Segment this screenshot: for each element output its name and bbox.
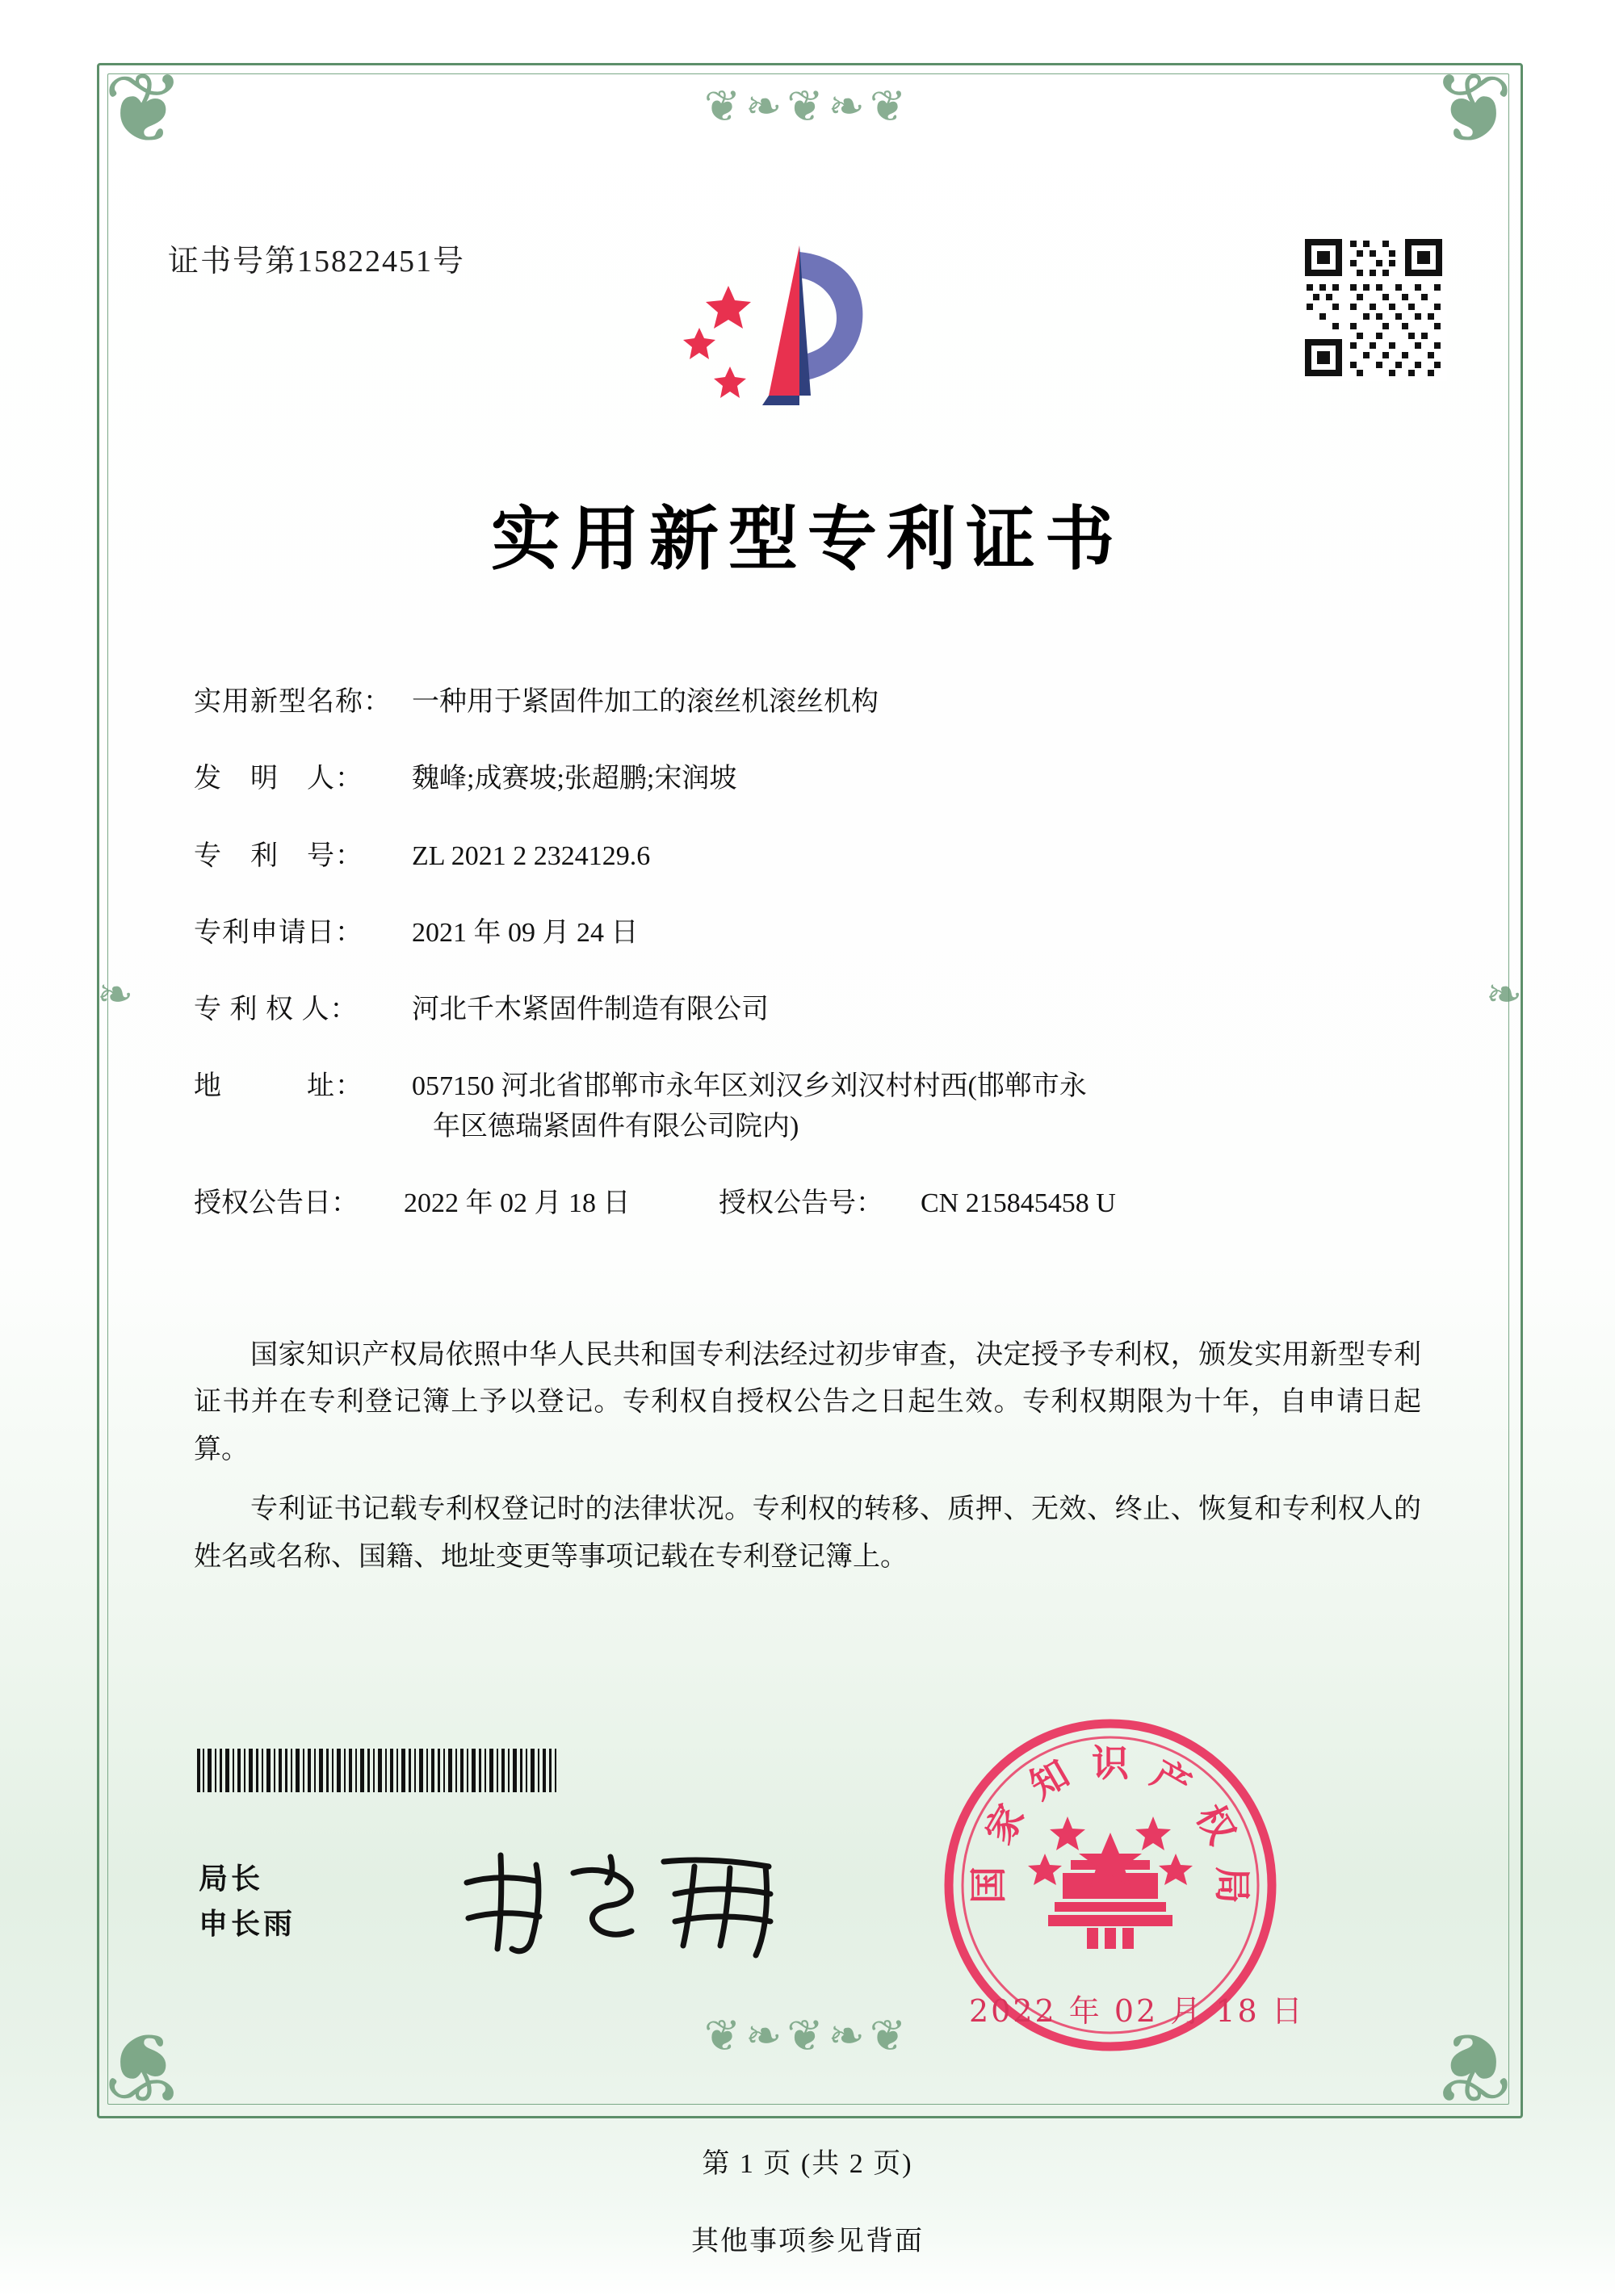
field-row [194,913,1421,953]
paragraph: 国家知识产权局依照中华人民共和国专利法经过初步审查，决定授予专利权，颁发实用新型专利证书并在专利登记簿上予以登记。专利权自授权公告之日起生效。专利权期限为十年，自申请日起算。 [194,1340,1421,1464]
field-label: 专 利 号： [194,840,363,871]
field-label: 发 明 人： [194,764,363,794]
signature-block [199,1857,296,1947]
svg-text:知: 知 [1022,1751,1076,1808]
right-ornament-icon: ❧ [1486,970,1528,1019]
cnipa-logo [678,234,888,420]
handwritten-signature [452,1841,791,1962]
grant-row [194,1184,1421,1223]
corner-flourish-icon: ❦ [103,56,185,163]
grant-date-value: 2022 年 02 月 18 日 [404,1188,631,1219]
legal-text-block [194,1332,1421,1594]
address-line-1: 057150 河北省邯郸市永年区刘汉乡刘汉村村西(邯郸市永 [412,1071,1087,1102]
address-line-2: 年区德瑞紧固件有限公司院内) [433,1111,799,1142]
bottom-ornament-icon: ❦❧❦❧❦ [703,2012,912,2060]
grant-date-label: 授权公告日： [194,1188,359,1219]
svg-text:家: 家 [976,1797,1034,1851]
svg-text:局: 局 [1210,1867,1254,1904]
svg-text:产: 产 [1144,1751,1198,1808]
field-row [194,759,1421,798]
page-title: 实用新型专利证书 [491,498,1124,580]
qr-code [1300,234,1447,381]
address-value [412,1066,1421,1146]
field-value: 2021 年 09 月 24 日 [412,917,639,948]
svg-text:识: 识 [1092,1741,1129,1785]
svg-text:国: 国 [967,1867,1010,1904]
address-row [194,1066,1421,1146]
seal-date: 2022 年 02 月 18 日 [969,1993,1305,2029]
corner-flourish-icon: ❦ [1432,2012,1513,2119]
left-ornament-icon: ❧ [97,970,139,1019]
field-label: 专 利 权 人： [194,995,359,1025]
address-label: 地 址： [194,1071,363,1102]
director-name: 申长雨 [199,1907,296,1940]
field-value: 一种用于紧固件加工的滚丝机滚丝机构 [412,687,879,717]
field-row [194,682,1421,722]
field-value: 河北千木紧固件制造有限公司 [412,995,769,1025]
grant-number-value: CN 215845458 U [921,1188,1116,1219]
paragraph: 专利证书记载专利权登记时的法律状况。专利权的转移、质押、无效、终止、恢复和专利权人的姓名或名称、国籍、地址变更等事项记载在专利登记簿上。 [194,1494,1421,1572]
field-row [194,836,1421,876]
footer-note: 其他事项参见背面 [691,2227,924,2256]
svg-text:权: 权 [1187,1797,1244,1851]
field-value: 魏峰;成赛坡;张超鹏;宋润坡 [412,764,737,794]
barcode [197,1749,609,1792]
field-label: 专利申请日： [194,917,363,948]
field-list [194,682,1421,1257]
grant-number-label: 授权公告号： [719,1188,883,1219]
corner-flourish-icon: ❦ [103,2012,185,2119]
field-value: ZL 2021 2 2324129.6 [412,840,651,871]
top-ornament-icon: ❦❧❦❧❦ [703,82,912,131]
corner-flourish-icon: ❦ [1432,56,1513,163]
field-row [194,990,1421,1029]
field-label: 实用新型名称： [194,687,392,717]
director-role-label: 局长 [199,1862,264,1895]
page-number: 第 1 页 (共 2 页) [702,2149,913,2179]
certificate-number: 证书号第15822451号 [168,245,466,279]
